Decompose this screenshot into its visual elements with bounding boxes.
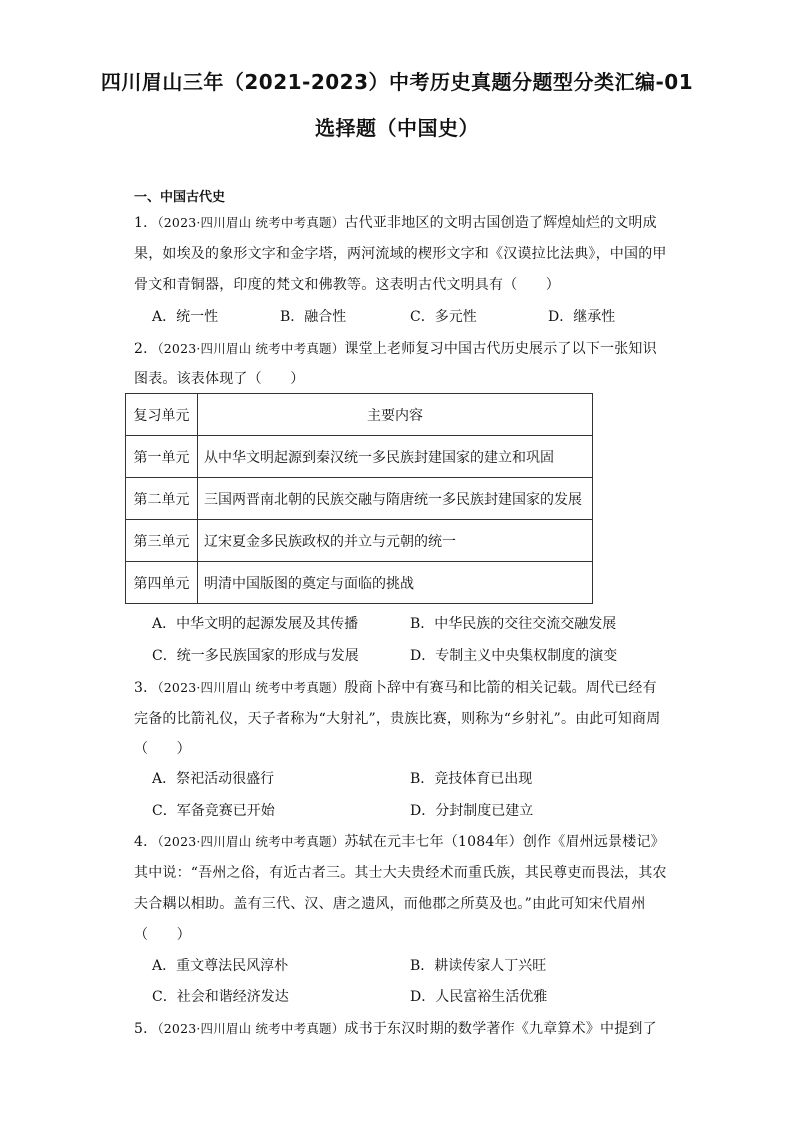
question-source: （2023·四川眉山 统考中考真题） xyxy=(157,215,345,230)
question-text: 成书于东汉时期的数学著作《九章算术》中提到了 xyxy=(344,1021,657,1037)
question-4-line-2: 其中说：“吾州之俗，有近古者三。其士大夫贵经术而重氏族，其民尊吏而畏法，其农 xyxy=(134,865,667,881)
table-cell: 明清中国版图的奠定与面临的挑战 xyxy=(198,562,593,604)
question-number: 4． xyxy=(134,834,158,850)
q2-option-a: A．中华文明的起源发展及其传播 xyxy=(152,616,359,632)
question-number: 2． xyxy=(134,341,158,357)
section-heading: 一、中国古代史 xyxy=(134,190,226,205)
question-2-line-2: 图表。该表体现了（ ） xyxy=(134,371,305,387)
q3-option-b: B．竞技体育已出现 xyxy=(410,771,533,787)
table-header-cell: 复习单元 xyxy=(126,394,198,436)
table-cell: 从中华文明起源到秦汉统一多民族封建国家的建立和巩固 xyxy=(198,436,593,478)
table-cell: 第三单元 xyxy=(126,520,198,562)
question-source: （2023·四川眉山 统考中考真题） xyxy=(157,1021,345,1036)
table-cell: 第二单元 xyxy=(126,478,198,520)
question-text: 课堂上老师复习中国古代历史展示了以下一张知识 xyxy=(344,341,657,357)
question-3-line-3: （ ） xyxy=(134,741,191,757)
q1-option-d: D．继承性 xyxy=(548,309,616,325)
table-cell: 三国两晋南北朝的民族交融与隋唐统一多民族封建国家的发展 xyxy=(198,478,593,520)
q4-option-c: C．社会和谐经济发达 xyxy=(152,989,289,1005)
question-4-line-1 xyxy=(134,831,665,851)
question-text: 殷商卜辞中有赛马和比箭的相关记载。周代已经有 xyxy=(344,680,657,696)
question-source: （2023·四川眉山 统考中考真题） xyxy=(157,341,345,356)
table-row xyxy=(126,436,593,478)
table-header-cell: 主要内容 xyxy=(198,394,593,436)
question-5-line-1 xyxy=(134,1018,657,1038)
table-header-row xyxy=(126,394,593,436)
q4-option-d: D．人民富裕生活优雅 xyxy=(410,989,548,1005)
question-source: （2023·四川眉山 统考中考真题） xyxy=(157,834,345,849)
page-subtitle: 选择题（中国史） xyxy=(315,116,479,140)
question-3-line-2: 完备的比箭礼仪，天子者称为“大射礼”，贵族比赛，则称为“乡射礼”。由此可知商周 xyxy=(134,711,661,727)
q3-option-a: A．祭祀活动很盛行 xyxy=(152,771,275,787)
table-row xyxy=(126,478,593,520)
table-cell: 第四单元 xyxy=(126,562,198,604)
table-row xyxy=(126,520,593,562)
table-row xyxy=(126,562,593,604)
q2-option-c: C．统一多民族国家的形成与发展 xyxy=(152,648,359,664)
question-source: （2023·四川眉山 统考中考真题） xyxy=(157,680,345,695)
q1-option-b: B．融合性 xyxy=(280,309,347,325)
q2-option-b: B．中华民族的交往交流交融发展 xyxy=(410,616,617,632)
q3-option-c: C．军备竞赛已开始 xyxy=(152,803,275,819)
question-1-line-3: 骨文和青铜器，印度的梵文和佛教等。这表明古代文明具有（ ） xyxy=(134,277,560,293)
question-text: 苏轼在元丰七年（1084年）创作《眉州远景楼记》 xyxy=(344,834,665,850)
question-1-line-1 xyxy=(134,212,657,232)
question-text: 古代亚非地区的文明古国创造了辉煌灿烂的文明成 xyxy=(344,215,657,231)
question-number: 1． xyxy=(134,215,158,231)
table-cell: 辽宋夏金多民族政权的并立与元朝的统一 xyxy=(198,520,593,562)
page-title: 四川眉山三年（2021-2023）中考历史真题分题型分类汇编-01 xyxy=(100,70,694,94)
q4-option-b: B．耕读传家人丁兴旺 xyxy=(410,958,547,974)
q4-option-a: A．重文尊法民风淳朴 xyxy=(152,958,289,974)
q1-option-a: A．统一性 xyxy=(152,309,219,325)
question-4-line-3: 夫合耦以相助。盖有三代、汉、唐之遗风，而他郡之所莫及也。”由此可知宋代眉州 xyxy=(134,896,646,912)
question-4-line-4: （ ） xyxy=(134,927,191,943)
q3-option-d: D．分封制度已建立 xyxy=(410,803,534,819)
review-units-table xyxy=(125,393,593,604)
question-3-line-1 xyxy=(134,677,657,697)
question-number: 3． xyxy=(134,680,158,696)
table-cell: 第一单元 xyxy=(126,436,198,478)
q2-option-d: D．专制主义中央集权制度的演变 xyxy=(410,648,618,664)
question-2-line-1 xyxy=(134,338,657,358)
q1-option-c: C．多元性 xyxy=(410,309,477,325)
question-number: 5． xyxy=(134,1021,158,1037)
question-1-line-2: 果，如埃及的象形文字和金字塔，两河流域的楔形文字和《汉谟拉比法典》，中国的甲 xyxy=(134,246,667,262)
